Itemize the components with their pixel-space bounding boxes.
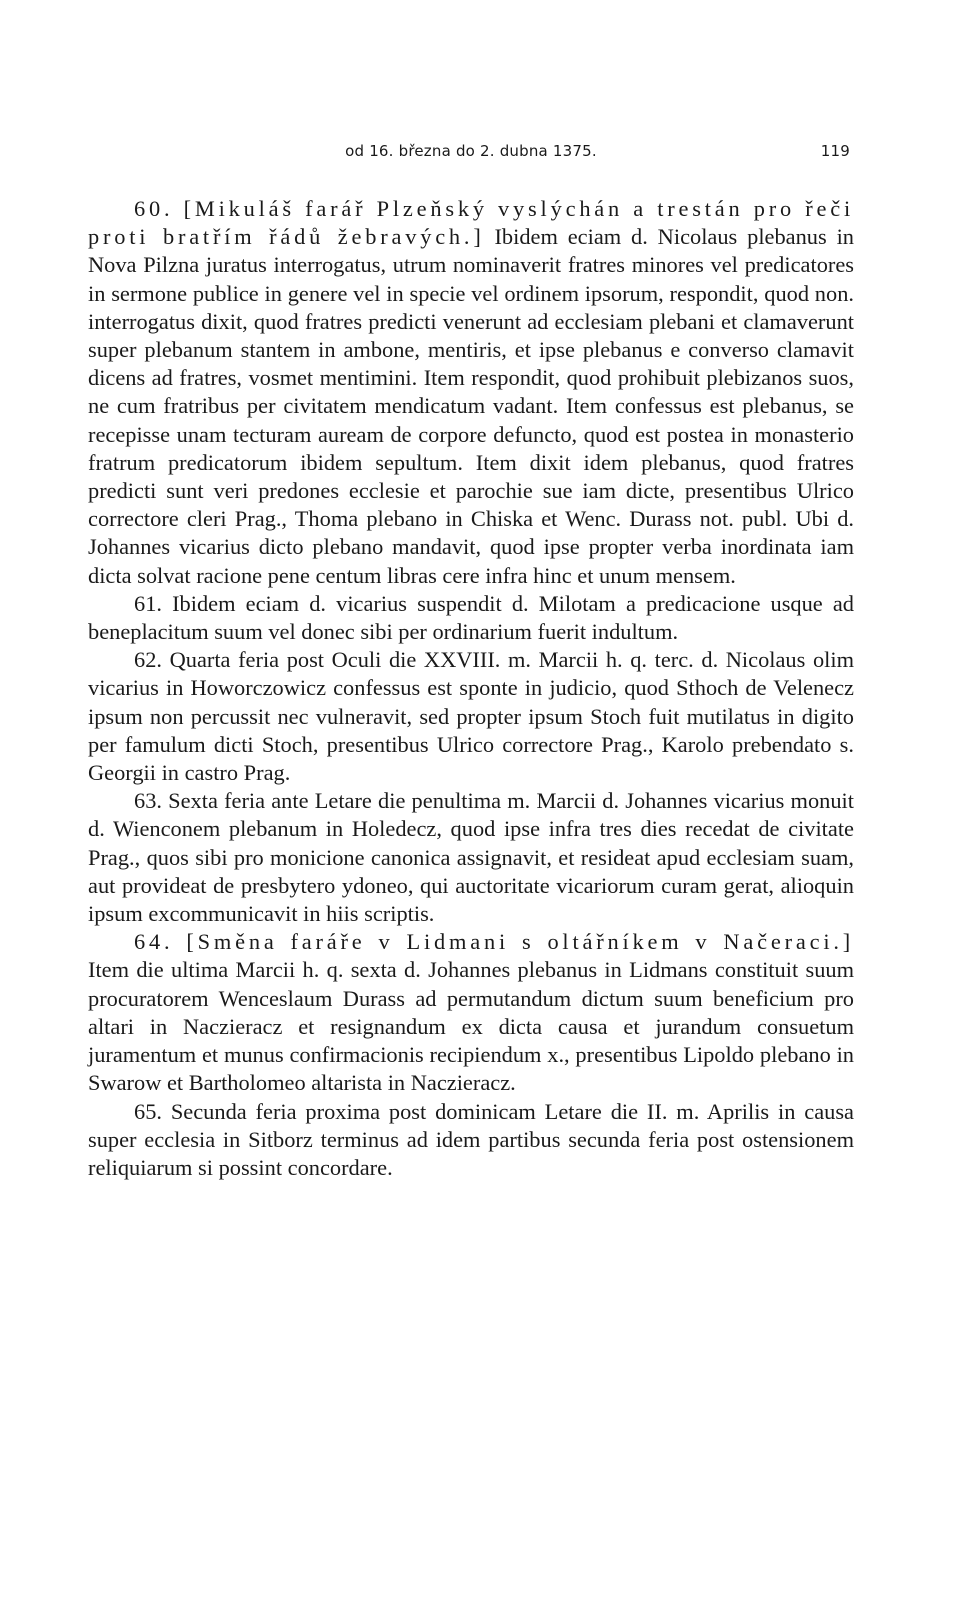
entry-64: [88, 928, 854, 1097]
entry-61: [88, 590, 854, 646]
entry-body: Item die ultima Marcii h. q. sexta d. Johannes plebanus in Lidmans constituit suum procuratorem Wenceslaum Durass ad permutandum dictum suum beneficium pro altari in Naczieracz et resignandum ex dicta causa et jurandum consuetum juramentum et munus confirmacionis recipiendum x., presentibus Lipoldo plebano in Swarow et Bartholomeo altarista in Naczieracz.: [88, 957, 854, 1096]
entry-65: [88, 1098, 854, 1183]
running-header: [88, 142, 854, 166]
entry-body: 63. Sexta feria ante Letare die penultima m. Marcii d. Johannes vicarius monuit d. Wienconem plebanum in Holedecz, quod ipse infra tres dies recedat de civitate Prag., quos sibi pro monicione canonica assignavit, et resideat apud ecclesiam suam, aut provideat de presbytero ydoneo, qui auctoritate vicariorum curam gerat, alioquin ipsum excommunicavit in hiis scriptis.: [88, 788, 854, 927]
entry-body: 62. Quarta feria post Oculi die XXVIII. m. Marcii h. q. terc. d. Nicolaus olim vicarius in Howorczowicz confessus est sponte in judicio, quod Sthoch de Velenecz ipsum non percussit nec vulneravit, sed propter ipsum Stoch fuit mutilatus in digito per famulum dicti Stoch, presentibus Ulrico correctore Prag., Karolo prebendato s. Georgii in castro Prag.: [88, 647, 854, 786]
entry-body: 61. Ibidem eciam d. vicarius suspendit d. Milotam a predicacione usque ad beneplacitum suum vel donec sibi per ordinarium fuerit indultum.: [88, 590, 854, 645]
running-title: od 16. března do 2. dubna 1375.: [345, 142, 597, 160]
entry-body: 65. Secunda feria proxima post dominicam Letare die II. m. Aprilis in causa super ecclesia in Sitborz terminus ad idem partibus secunda feria post ostensionem reliquiarum si possint concordare.: [88, 1098, 854, 1180]
entry-body: Ibidem eciam d. Nicolaus plebanus in Nova Pilzna juratus interrogatus, utrum nominaverit fratres minores vel predicatores in sermone publice in genere vel in specie vel ordinem ipsorum, respondit, quod non. interrogatus dixit, quod fratres predicti venerunt ad ecclesiam plebani et clamaverunt super plebanum stantem in ambone, mentiris, et ipse plebanus e converso clamavit dicens ad fratres, vosmet mentimini. Item respondit, quod prohibuit plebizanos suos, ne cum fratribus per civitatem mendicatum vadant. Item confessus est plebanus, se recepisse unam tecturam auream de corpore defuncto, quod est postea in monasterio fratrum predicatorum ibidem sepultum. Item dixit idem plebanus, quod fratres predicti sunt veri predones ecclesie et parochie sue iam dicte, presentibus Ulrico correctore cleri Prag., Thoma plebano in Chiska et Wenc. Durass not. publ. Ubi d. Johannes vicarius dicto plebano mandavit, quod ipse propter verba inordinata iam dicta solvat racione pene centum libras cere infra hinc et unum mensem.: [88, 224, 854, 588]
entry-62: [88, 646, 854, 787]
entry-heading: 64. [Směna faráře v Lidmani s oltářníkem v Načeraci.]: [134, 929, 854, 955]
entry-63: [88, 787, 854, 928]
body-text: [88, 195, 854, 1182]
entry-60: [88, 195, 854, 590]
entry-heading: 60. [Mikuláš farář Plzeňský vyslýchán a trestán pro řeči proti bratřím řádů žebravých.]: [88, 196, 854, 250]
page-number: 119: [820, 142, 850, 160]
